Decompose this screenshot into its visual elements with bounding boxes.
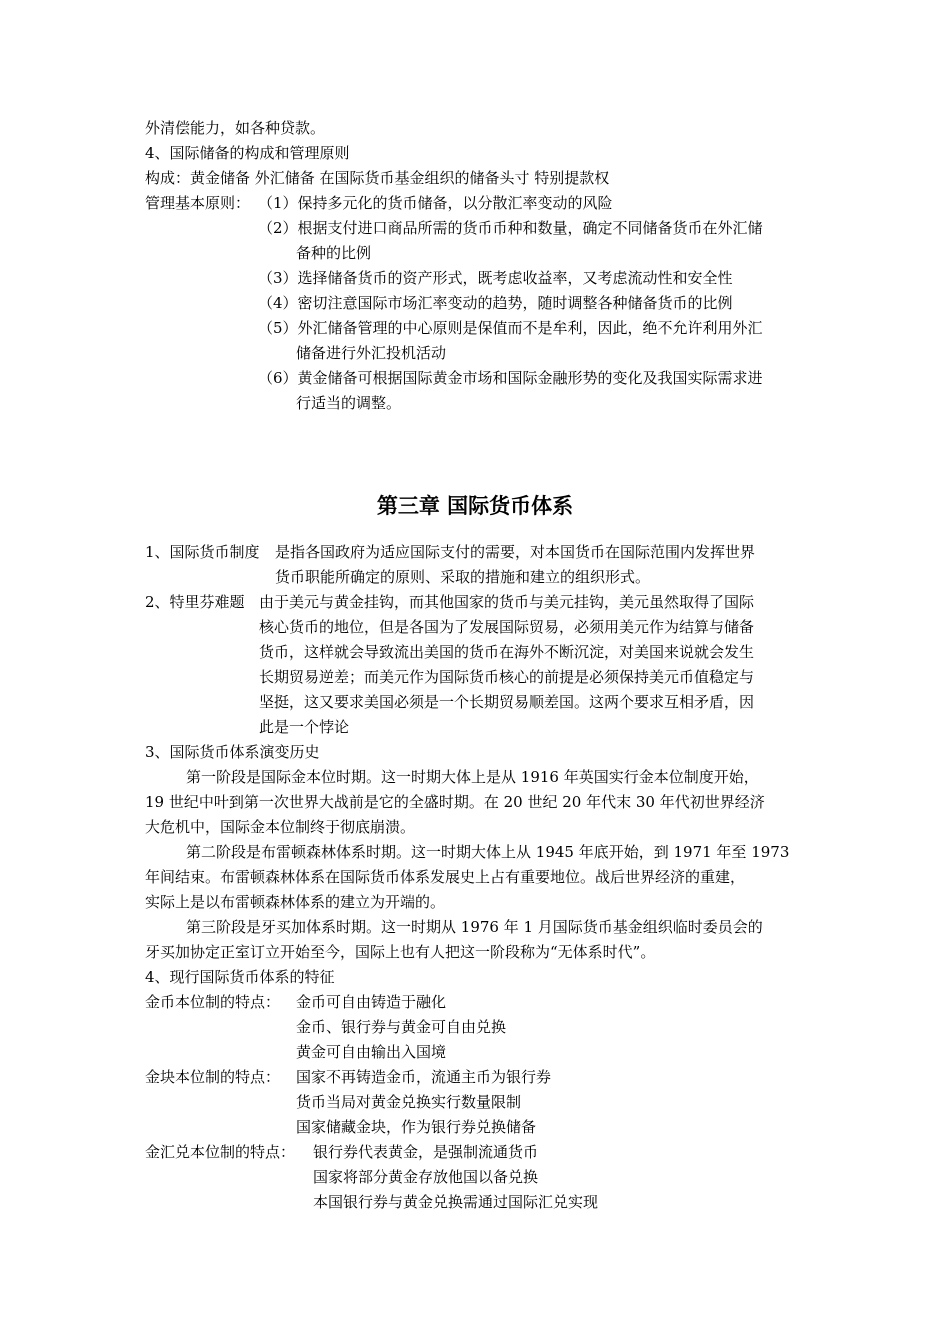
- gold-coin-label: 金币本位制的特点：: [145, 993, 281, 1011]
- stage-1-line: 第一阶段是国际金本位时期。这一时期大体上是从 1916 年英国实行金本位制度开始，: [186, 768, 759, 786]
- stage-2-line: 年间结束。布雷顿森林体系在国际货币体系发展史上占有重要地位。战后世界经济的重建，: [145, 868, 746, 886]
- stage-2-line: 实际上是以布雷顿森林体系的建立为开端的。: [145, 893, 446, 911]
- gold-exchange-item: 银行券代表黄金，是强制流通货币: [313, 1143, 539, 1161]
- gold-coin-item: 金币可自由铸造于融化: [296, 993, 447, 1011]
- chapter-title: 第三章 国际货币体系: [376, 494, 574, 518]
- stage-3-line: 牙买加协定正室订立开始至今，国际上也有人把这一阶段称为“无体系时代”。: [145, 943, 656, 961]
- stage-1-line: 大危机中，国际金本位制终于彻底崩溃。: [145, 818, 416, 836]
- definition-2-label: 2、特里芬难题: [145, 593, 245, 611]
- triffin-line: 长期贸易逆差；而美元作为国际货币核心的前提是必须保持美元币值稳定与: [259, 668, 755, 686]
- principle-2: （2）根据支付进口商品所需的货币币种和数量，确定不同储备货币在外汇储: [258, 219, 763, 237]
- gold-bullion-item: 国家储藏金块，作为银行券兑换储备: [296, 1118, 537, 1136]
- principle-3: （3）选择储备货币的资产形式，既考虑收益率，又考虑流动性和安全性: [258, 269, 733, 287]
- gold-bullion-label: 金块本位制的特点：: [145, 1068, 281, 1086]
- section-heading: 4、国际储备的构成和管理原则: [145, 144, 350, 162]
- text-line: 外清偿能力，如各种贷款。: [145, 119, 326, 137]
- triffin-line: 此是一个悖论: [259, 718, 350, 736]
- gold-bullion-item: 货币当局对黄金兑换实行数量限制: [296, 1093, 522, 1111]
- definition-1-text: 是指各国政府为适应国际支付的需要，对本国货币在国际范围内发挥世界: [275, 543, 756, 561]
- principle-2-cont: 备种的比例: [296, 244, 372, 262]
- triffin-line: 由于美元与黄金挂钩，而其他国家的货币与美元挂钩，美元虽然取得了国际: [259, 593, 755, 611]
- gold-exchange-item: 本国银行券与黄金兑换需通过国际汇兑实现: [313, 1193, 599, 1211]
- definition-1-text-cont: 货币职能所确定的原则、采取的措施和建立的组织形式。: [275, 568, 651, 586]
- principle-4: （4）密切注意国际市场汇率变动的趋势，随时调整各种储备货币的比例: [258, 294, 733, 312]
- composition-line: 构成：黄金储备 外汇储备 在国际货币基金组织的储备头寸 特别提款权: [145, 169, 610, 187]
- definition-1-label: 1、国际货币制度: [145, 543, 260, 561]
- stage-1-line: 19 世纪中叶到第一次世界大战前是它的全盛时期。在 20 世纪 20 年代末 30 年代初世界经济: [145, 793, 765, 811]
- gold-exchange-label: 金汇兑本位制的特点：: [145, 1143, 296, 1161]
- principle-6-cont: 行适当的调整。: [296, 394, 402, 412]
- gold-exchange-item: 国家将部分黄金存放他国以备兑换: [313, 1168, 539, 1186]
- principle-5: （5）外汇储备管理的中心原则是保值而不是牟利，因此，绝不允许利用外汇: [258, 319, 763, 337]
- gold-bullion-item: 国家不再铸造金币，流通主币为银行券: [296, 1068, 552, 1086]
- principles-label: 管理基本原则：: [145, 194, 251, 212]
- principle-6: （6）黄金储备可根据国际黄金市场和国际金融形势的变化及我国实际需求进: [258, 369, 763, 387]
- stage-3-line: 第三阶段是牙买加体系时期。这一时期从 1976 年 1 月国际货币基金组织临时委员会的: [186, 918, 763, 936]
- history-heading: 3、国际货币体系演变历史: [145, 743, 320, 761]
- gold-coin-item: 金币、银行券与黄金可自由兑换: [296, 1018, 507, 1036]
- features-heading: 4、现行国际货币体系的特征: [145, 968, 335, 986]
- principle-5-cont: 储备进行外汇投机活动: [296, 344, 447, 362]
- triffin-line: 坚挺，这又要求美国必须是一个长期贸易顺差国。这两个要求互相矛盾，因: [259, 693, 755, 711]
- triffin-line: 货币，这样就会导致流出美国的货币在海外不断沉淀，对美国来说就会发生: [259, 643, 755, 661]
- triffin-line: 核心货币的地位，但是各国为了发展国际贸易，必须用美元作为结算与储备: [259, 618, 755, 636]
- principle-1: （1）保持多元化的货币储备，以分散汇率变动的风险: [258, 194, 613, 212]
- stage-2-line: 第二阶段是布雷顿森林体系时期。这一时期大体上从 1945 年底开始，到 1971 年至 1973: [186, 843, 790, 861]
- gold-coin-item: 黄金可自由输出入国境: [296, 1043, 447, 1061]
